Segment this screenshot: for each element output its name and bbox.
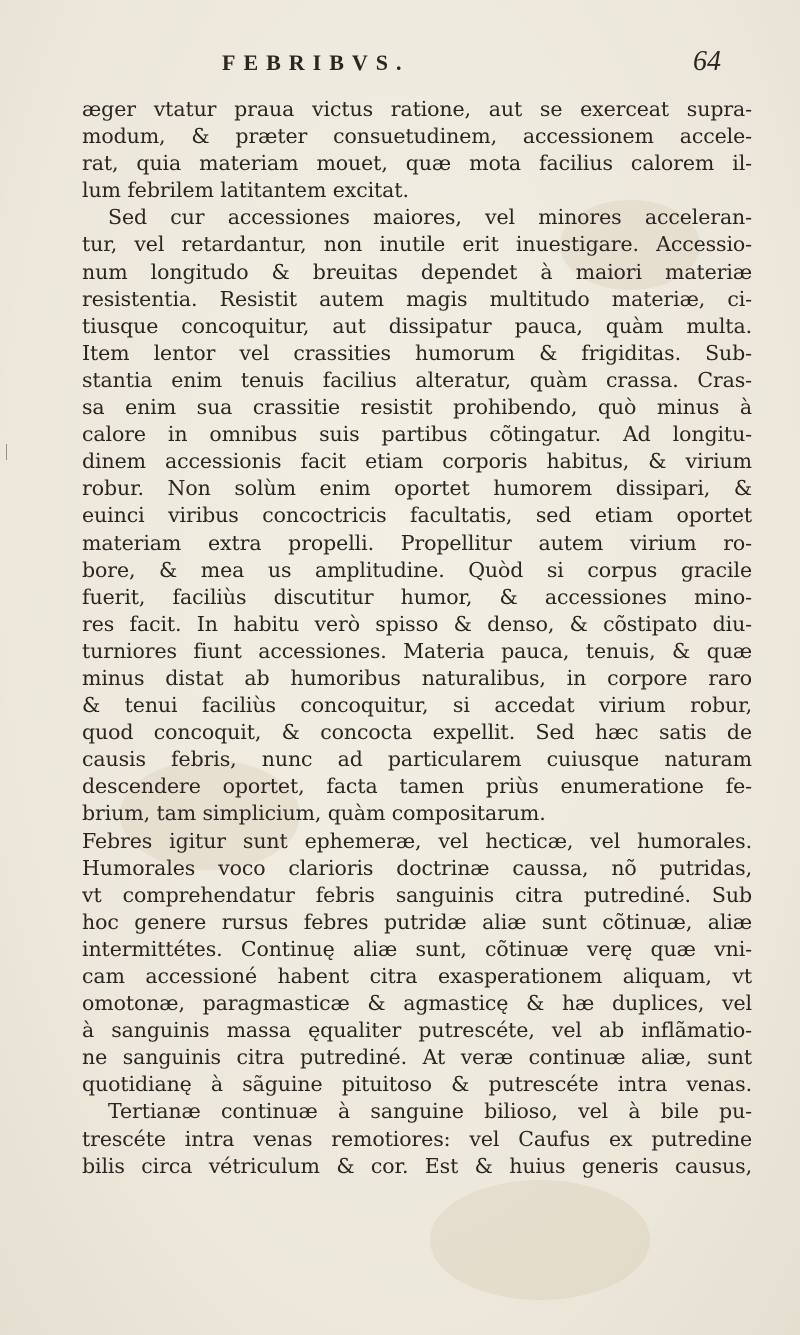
- text-line: Item lentor vel crassities humorum & frigiditas. Sub-: [82, 340, 752, 365]
- text-line: à sanguinis massa ęqualiter putrescéte, vel ab inflãmatio-: [82, 1018, 752, 1043]
- text-line: bore, & mea us amplitudine. Quòd si corpus gracile: [82, 557, 752, 582]
- text-line: sa enim sua crassitie resistit prohibendo, quò minus à: [82, 395, 752, 420]
- text-line: fuerit, faciliùs discutitur humor, & accessiones mino-: [82, 584, 752, 609]
- text-line: causis febris, nunc ad particularem cuiusque naturam: [82, 747, 752, 772]
- body-text: [82, 96, 752, 1180]
- text-line: omotonæ, paragmasticæ & agmasticę & hæ duplices, vel: [82, 991, 752, 1016]
- text-line: res facit. In habitu verò spisso & denso, & cõstipato diu-: [82, 611, 752, 636]
- text-line: æger vtatur praua victus ratione, aut se exerceat supra-: [82, 97, 752, 121]
- text-line: Tertianæ continuæ à sanguine bilioso, vel à bile pu-: [108, 1099, 752, 1124]
- text-line: modum, & præter consuetudinem, accessionem accele-: [82, 124, 752, 149]
- page-header: [0, 44, 800, 84]
- text-line: calore in omnibus suis partibus cõtingatur. Ad longitu-: [82, 422, 752, 447]
- text-line: quod concoquit, & concocta expellit. Sed hæc satis de: [82, 720, 752, 745]
- text-line: quotidianę à sãguine pituitoso & putrescéte intra venas.: [82, 1072, 752, 1097]
- text-line: Humorales voco clarioris doctrinæ caussa, nõ putridas,: [82, 855, 752, 880]
- text-line: stantia enim tenuis facilius alteratur, quàm crassa. Cras-: [82, 367, 752, 392]
- text-line: materiam extra propelli. Propellitur autem virium ro-: [82, 530, 752, 555]
- text-line: lum febrilem latitantem excitat.: [82, 178, 409, 203]
- text-line: minus distat ab humoribus naturalibus, in corpore raro: [82, 665, 752, 690]
- text-line: vt comprehendatur febris sanguinis citra putrediné. Sub: [82, 882, 752, 907]
- text-line: & tenui faciliùs concoquitur, si accedat virium robur,: [82, 693, 752, 718]
- text-line: ne sanguinis citra putrediné. At veræ continuæ aliæ, sunt: [82, 1045, 752, 1070]
- text-line: intermittétes. Continuę aliæ sunt, cõtinuæ verę quæ vni-: [82, 936, 752, 961]
- text-line: Sed cur accessiones maiores, vel minores acceleran-: [108, 205, 752, 230]
- text-line: turniores fiunt accessiones. Materia pauca, tenuis, & quæ: [82, 638, 752, 663]
- text-line: euinci viribus concoctricis facultatis, sed etiam oportet: [82, 503, 752, 528]
- text-line: robur. Non solùm enim oportet humorem dissipari, &: [82, 476, 752, 501]
- text-line: cam accessioné habent citra exasperationem aliquam, vt: [82, 964, 752, 988]
- paper-stain: [430, 1180, 650, 1300]
- text-line: num longitudo & breuitas dependet à maiori materiæ: [82, 259, 752, 284]
- text-line: tiusque concoquitur, aut dissipatur pauca, quàm multa.: [82, 313, 752, 338]
- text-line: bilis circa vétriculum & cor. Est & huius generis causus,: [82, 1153, 752, 1178]
- text-line: trescéte intra venas remotiores: vel Caufus ex putredine: [82, 1126, 752, 1151]
- text-line: hoc genere rursus febres putridæ aliæ sunt cõtinuæ, aliæ: [82, 909, 752, 934]
- running-head: FEBRIBVS.: [222, 50, 410, 75]
- text-line: resistentia. Resistit autem magis multitudo materiæ, ci-: [82, 286, 752, 311]
- margin-mark: [6, 444, 7, 460]
- text-line: dinem accessionis facit etiam corporis habitus, & virium: [82, 449, 752, 474]
- text-line: descendere oportet, facta tamen priùs enumeratione fe-: [82, 774, 752, 799]
- text-line: tur, vel retardantur, non inutile erit inuestigare. Accessio-: [82, 232, 752, 257]
- page-number: 64: [693, 46, 721, 77]
- text-line: Febres igitur sunt ephemeræ, vel hecticæ, vel humorales.: [82, 828, 752, 853]
- text-line: brium, tam simplicium, quàm compositarum.: [82, 801, 546, 826]
- text-line: rat, quia materiam mouet, quæ mota facilius calorem il-: [82, 151, 752, 176]
